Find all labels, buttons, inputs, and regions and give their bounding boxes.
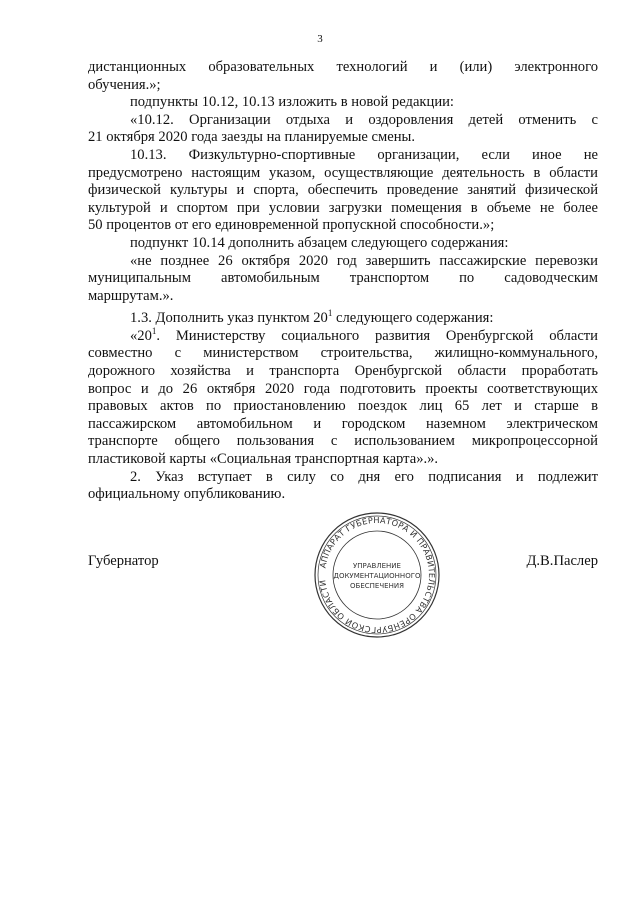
text-fragment: . Министерству социального развития Оренбургской области (156, 327, 598, 344)
paragraph (88, 94, 598, 112)
text-line: муниципальным автомобильным транспортом по садоводческим (88, 270, 598, 287)
paragraph (88, 305, 598, 327)
paragraph (88, 112, 598, 147)
text-line: пластиковой карты «Социальная транспортная карта».». (88, 450, 439, 467)
official-seal-stamp (312, 510, 442, 640)
text-line: транспорте общего пользования с использованием микропроцессорной (88, 433, 598, 450)
superscript: 1 (327, 308, 333, 319)
text-line: 21 октября 2020 года заезды на планируемые смены. (88, 129, 416, 146)
seal-center-line: УПРАВЛЕНИЕ (353, 562, 401, 570)
paragraph (88, 469, 598, 504)
text-line: подпункт 10.14 дополнить абзацем следующего содержания: (130, 234, 509, 251)
seal-center-line: ОБЕСПЕЧЕНИЯ (350, 582, 404, 590)
text-fragment: «20 (130, 327, 152, 344)
paragraph (88, 325, 598, 469)
text-line: официальному опубликованию. (88, 486, 286, 503)
paragraph (88, 235, 598, 253)
text-line: совместно с министерством строительства, жилищно-коммунального, (88, 345, 598, 362)
text-line: обучения.»; (88, 76, 161, 93)
paragraph (88, 147, 598, 235)
text-line: маршрутам.». (88, 287, 174, 304)
text-line: 2. Указ вступает в силу со дня его подписания и подлежит (130, 468, 598, 485)
text-line: 50 процентов от его единовременной пропускной способности.»; (88, 217, 495, 234)
text-line: «10.12. Организации отдыха и оздоровления детей отменить с (130, 111, 598, 128)
text-line: подпункты 10.12, 10.13 изложить в новой редакции: (130, 94, 454, 111)
text-line: дистанционных образовательных технологий и (или) электронного (88, 59, 598, 75)
seal-center-line: ДОКУМЕНТАЦИОННОГО (333, 572, 421, 580)
text-line: 1.3. Дополнить указ пунктом 20 (130, 310, 328, 327)
text-line: правовых актов по приостановлению поездок лиц 65 лет и старше в (88, 398, 598, 415)
paragraph (88, 59, 598, 94)
text-line: пассажирском автомобильном и городском наземном электрическом (88, 415, 598, 432)
text-line: 10.13. Физкультурно-спортивные организации, если иное не (130, 146, 598, 163)
text-line: вопрос и до 26 октября 2020 года подготовить проекты соответствующих (88, 380, 598, 397)
text-line: культурой и спортом при условии загрузки помещения в объеме не более (88, 199, 598, 216)
text-line: следующего содержания: (332, 310, 494, 327)
text-line (88, 325, 598, 346)
text-line: предусмотрено настоящим указом, осуществляющие деятельность в области (88, 164, 598, 181)
text-line: физической культуры и спорта, обеспечить проведение занятий физической (88, 182, 598, 199)
seal-ring-text: АППАРАТ ГУБЕРНАТОРА И ПРАВИТЕЛЬСТВА ОРЕНБУРГСКОЙ ОБЛАСТИ (317, 514, 438, 636)
text-line: «не позднее 26 октября 2020 год завершить пассажирские перевозки (130, 252, 598, 269)
text-line: дорожного хозяйства и транспорта Оренбургской области проработать (88, 362, 598, 379)
page-number: 3 (317, 33, 323, 45)
paragraph (88, 253, 598, 306)
signatory-title: Губернатор (88, 553, 159, 569)
signatory-name: Д.В.Паслер (526, 553, 598, 569)
superscript: 1 (151, 325, 157, 336)
document-body (88, 59, 598, 504)
